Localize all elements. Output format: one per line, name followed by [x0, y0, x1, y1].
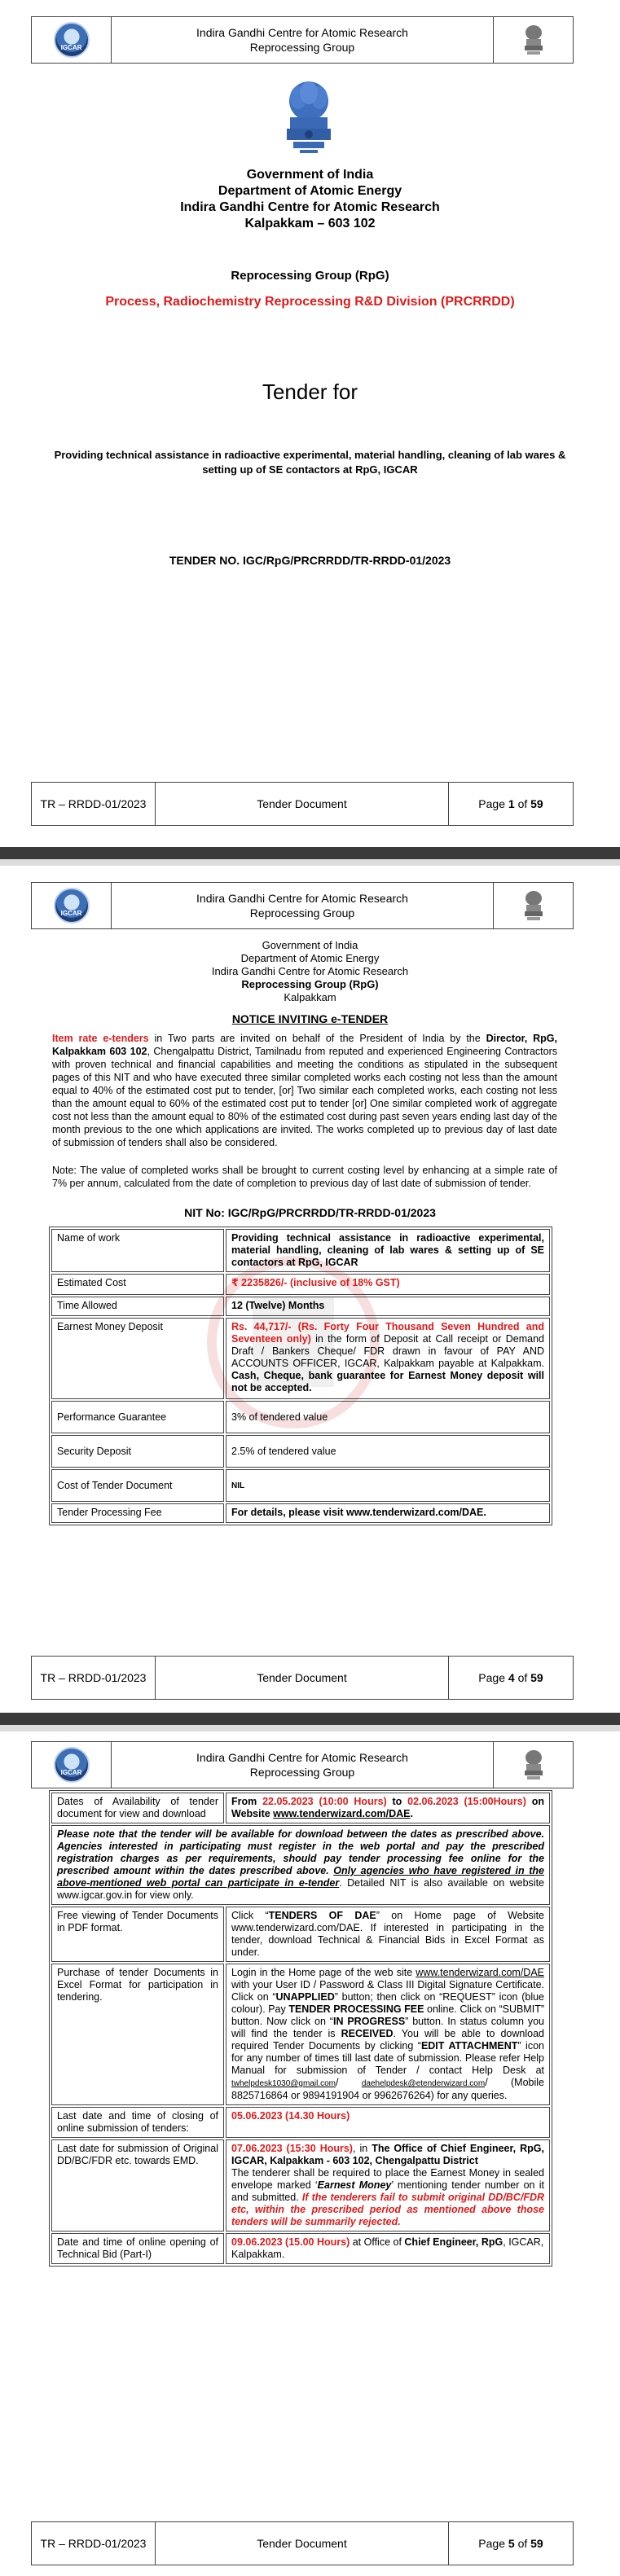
footer-page	[449, 1657, 573, 1699]
gov-line: Kalpakkam – 603 102	[244, 217, 376, 230]
header-line-2: Reprocessing Group	[249, 906, 355, 919]
tender-document-cost-label: Cost of Tender Document	[51, 1469, 224, 1502]
page-total: 59	[530, 797, 543, 810]
opening-date: 09.06.2023 (15.00 Hours)	[231, 2236, 350, 2248]
text: Login in the Home page of the web site	[231, 1967, 416, 1978]
header-line-1: Indira Gandhi Centre for Atomic Research	[196, 892, 408, 905]
start-date: 22.05.2023 (10:00 Hours)	[262, 1796, 387, 1807]
page-separator	[0, 847, 620, 866]
page-separator	[0, 1713, 620, 1731]
chief-engineer: Chief Engineer, RpG	[404, 2236, 503, 2248]
purchase-label: Purchase of tender Documents in Excel Format for participation in tendering.	[51, 1964, 224, 2105]
para-text: , Chengalpattu District, Tamilnadu from reputed and experienced Engineering Contractors with proven technical and financial capabilities and meeting the conditions as stipulated in the subsequent pages of this NIT and who have executed three similar completed works each costing not less than the amount equal to 40% of the estimated cost put to tender, [or] Two similar each completed works, each costing not less than the amount equal to 60% of the estimated cost put to tender [or] One similar completed work of aggregate cost not less than the amount equal to 80% of the estimated cost during past seven years ending last day of the month previous to the one which applications are invited. The works completed up to previous day of last date of submission of tenders shall also be considered.	[52, 1046, 557, 1148]
of-word: of	[517, 797, 528, 810]
page-header	[31, 16, 574, 64]
rejection-warning: If the tenderers fail to submit original DD/BC/FDR etc, within the prescribed period as mentioned above those tenders will be summarily rejected.	[231, 2192, 545, 2227]
estimated-cost-label: Estimated Cost	[51, 1274, 224, 1295]
national-emblem-icon	[521, 889, 546, 923]
page-4	[0, 866, 620, 1713]
end-date: 02.06.2023 (15:00Hours)	[407, 1796, 526, 1807]
performance-guarantee-value: 3% of tendered value	[226, 1401, 550, 1433]
footer-ref: TR – RRDD-01/2023	[32, 2522, 156, 2565]
igcar-logo-icon	[54, 888, 90, 924]
edit-attachment-text: EDIT ATTACHMENT	[420, 2040, 518, 2052]
nit-details-table	[49, 1227, 552, 1525]
text: From	[231, 1796, 263, 1807]
unapplied-text: UNAPPLIED	[275, 1991, 335, 2003]
schedule-table	[49, 1790, 552, 2267]
government-block	[0, 939, 620, 1004]
footer-page	[449, 2522, 573, 2565]
gov-line: Reprocessing Group (RpG)	[241, 978, 379, 990]
estimated-cost-value: ₹ 2235826/- (inclusive of 18% GST)	[226, 1274, 550, 1295]
logo-text: IGCAR	[60, 1769, 82, 1776]
text: .	[410, 1808, 413, 1819]
national-emblem-icon	[521, 1748, 546, 1782]
page-number: 4	[508, 1671, 515, 1684]
free-viewing-label: Free viewing of Tender Documents in PDF format.	[51, 1907, 224, 1962]
text: /	[336, 2077, 362, 2088]
time-allowed-value: 12 (Twelve) Months	[226, 1297, 550, 1316]
note-paragraph: Note: The value of completed works shall be brought to current costing level by enhancing at a simple rate of 7% per annum, calculated from the date of completion to previous day of last date of submission of tender.	[52, 1165, 557, 1189]
of-word: of	[517, 1671, 528, 1684]
processing-fee-value: For details, please visit www.tenderwizard.com/DAE.	[226, 1503, 550, 1523]
page-number: 5	[508, 2537, 515, 2550]
emd-submission-value	[226, 2139, 550, 2232]
bid-opening-value	[226, 2233, 550, 2264]
header-line-2: Reprocessing Group	[249, 1766, 355, 1779]
earnest-money-text: Earnest Money	[317, 2179, 392, 2191]
tenders-of-dae: TENDERS OF DAE	[268, 1910, 376, 1921]
received-text: RECEIVED	[341, 2028, 394, 2039]
page-1	[0, 0, 620, 847]
page-total: 59	[530, 2537, 543, 2550]
processing-fee-text: TENDER PROCESSING FEE	[288, 2003, 424, 2015]
security-deposit-label: Security Deposit	[51, 1435, 224, 1468]
footer-doc: Tender Document	[156, 783, 449, 825]
page-footer	[31, 1656, 574, 1700]
tender-number: TENDER NO. IGC/RpG/PRCRRDD/TR-RRDD-01/2023	[169, 554, 451, 567]
director-text: Director, RpG, Kalpakkam 603 102	[52, 1033, 557, 1057]
page-header	[31, 1741, 574, 1788]
text: ” button; then click on “REQUEST” icon (blue colour). Pay	[231, 1991, 544, 2015]
notice-title: NOTICE INVITING e-TENDER	[231, 1012, 389, 1025]
page-word: Page	[478, 1671, 505, 1684]
text: ’ mentioning tender number on it and submitted.	[231, 2179, 544, 2203]
text: to	[386, 1796, 408, 1807]
text: with your User ID / Password & Class III Digital Signature Certificate. Click on “	[231, 1979, 544, 2003]
text: ” on Home page of Website www.tenderwizard.com/DAE. If interested in participating in the tender, download Technical & Financial Bids in Excel Format as under.	[231, 1910, 545, 1958]
text: , in	[352, 2143, 372, 2154]
page-number: 1	[508, 797, 515, 810]
gov-line: Indira Gandhi Centre for Atomic Research	[180, 200, 440, 214]
logo-text: IGCAR	[60, 910, 82, 917]
igcar-logo-icon	[54, 1747, 90, 1783]
free-viewing-value	[226, 1907, 550, 1962]
header-line-2: Reprocessing Group	[249, 41, 355, 54]
page-footer	[31, 2521, 574, 2565]
availability-value	[226, 1793, 550, 1823]
text: Click “	[231, 1910, 269, 1921]
igcar-logo-icon	[54, 22, 90, 58]
in-progress-text: IN PROGRESS	[332, 2016, 406, 2027]
name-of-work-value: Providing technical assistance in radioactive experimental, material handling, cleaning of lab wares & setting up of SE contactors at RpG, IGCAR	[226, 1229, 550, 1272]
bid-opening-label: Date and time of online opening of Technical Bid (Part-I)	[51, 2233, 224, 2264]
header-line-1: Indira Gandhi Centre for Atomic Research	[196, 1751, 408, 1764]
name-of-work-label: Name of work	[51, 1229, 224, 1272]
gov-line: Government of India	[246, 168, 374, 182]
gov-line: Government of India	[262, 939, 358, 951]
text: . You will be able to download required Tender Documents by clicking “	[231, 2028, 544, 2052]
invitation-paragraph	[52, 1032, 557, 1149]
tenderwizard-link[interactable]: www.tenderwizard.com/DAE	[416, 1967, 544, 1978]
text: online. Click on “SUBMIT” button. Now click on “	[231, 2003, 544, 2027]
national-emblem-icon	[269, 77, 349, 158]
emd-value	[226, 1318, 550, 1399]
nit-number: NIT No: IGC/RpG/PRCRRDD/TR-RRDD-01/2023	[184, 1206, 436, 1219]
text: at Office of	[350, 2236, 405, 2248]
gov-line: Kalpakkam	[284, 991, 336, 1003]
availability-label: Dates of Availability of tender document for view and download	[51, 1793, 224, 1823]
of-word: of	[517, 2537, 528, 2550]
helpdesk-email-1[interactable]: twhelpdesk1030@gmail.com	[231, 2079, 336, 2088]
government-block	[0, 167, 620, 232]
page-total: 59	[530, 1671, 543, 1684]
emd-submission-label: Last date for submission of Original DD/BC/FDR etc. towards EMD.	[51, 2139, 224, 2232]
page-header	[31, 882, 574, 929]
closing-date-label: Last date and time of closing of online submission of tenders:	[51, 2107, 224, 2138]
purchase-value	[226, 1964, 550, 2105]
text: , IGCAR, Kalpakkam.	[231, 2236, 544, 2260]
closing-date-value: 05.06.2023 (14.30 Hours)	[226, 2107, 550, 2138]
header-line-1: Indira Gandhi Centre for Atomic Research	[196, 26, 408, 39]
emd-text: in the form of Deposit at Call receipt or Demand Draft / Bankers Cheque/ FDR drawn in favour of PAY AND ACCOUNTS OFFICER, IGCAR, Kalpakkam payable at Kalpakkam.	[231, 1333, 544, 1369]
item-rate-text: Item rate e-tenders	[52, 1033, 149, 1044]
footer-page	[449, 783, 573, 825]
gov-line: Department of Atomic Energy	[240, 952, 380, 964]
emd-warning: Cash, Cheque, bank guarantee for Earnest Money deposit will not be accepted.	[231, 1370, 544, 1393]
para-text: in Two parts are invited on behalf of the President of India by the	[148, 1033, 486, 1044]
footer-ref: TR – RRDD-01/2023	[32, 1657, 156, 1699]
text: The tenderer shall be required to place the Earnest Money in sealed envelope marked ‘	[231, 2167, 544, 2191]
logo-text: IGCAR	[60, 44, 82, 51]
page-footer	[31, 782, 574, 826]
gov-line: Department of Atomic Energy	[218, 184, 402, 198]
emd-amount: Rs. 44,717/- (Rs. Forty Four Thousand Seven Hundred and Seventeen only)	[231, 1321, 544, 1345]
tenderwizard-link[interactable]: www.tenderwizard.com/DAE	[273, 1808, 411, 1819]
footer-doc: Tender Document	[156, 1657, 449, 1699]
emd-label: Earnest Money Deposit	[51, 1318, 224, 1399]
processing-fee-label: Tender Processing Fee	[51, 1503, 224, 1523]
footer-doc: Tender Document	[156, 2522, 449, 2565]
text: on Website	[231, 1796, 545, 1819]
page-word: Page	[478, 2537, 505, 2550]
gov-line: Indira Gandhi Centre for Atomic Research	[211, 965, 409, 977]
helpdesk-email-2[interactable]: daehelpdesk@etenderwizard.com	[361, 2079, 486, 2088]
text: ” icon for any number of times till last date of submission. Please refer Help Manual for submission of Tender / contact Help Desk at	[231, 2040, 544, 2076]
page-word: Page	[478, 797, 505, 810]
chief-engineer-office: The Office of Chief Engineer, RpG, IGCAR, Kalpakkam - 603 102, Chengalpattu District	[231, 2143, 545, 2166]
national-emblem-icon	[521, 23, 546, 57]
security-deposit-value: 2.5% of tendered value	[226, 1435, 550, 1468]
text: / (Mobile 8825716864 or 9894191904 or 9962676264) for any queries.	[231, 2077, 544, 2101]
footer-ref: TR – RRDD-01/2023	[32, 783, 156, 825]
time-allowed-label: Time Allowed	[51, 1297, 224, 1316]
division-title: Process, Radiochemistry Reprocessing R&D Division (PRCRRDD)	[105, 295, 515, 309]
emd-date: 07.06.2023 (15:30 Hours)	[231, 2143, 353, 2154]
registration-note	[51, 1825, 550, 1905]
tender-for-heading: Tender for	[262, 380, 358, 404]
note-underlined: Only agencies who have registered in the above-mentioned web portal can participate in e-tender	[57, 1865, 544, 1889]
performance-guarantee-label: Performance Guarantee	[51, 1401, 224, 1433]
group-title: Reprocessing Group (RpG)	[231, 269, 389, 283]
text: ” button. In status column you will find the tender is	[231, 2016, 545, 2039]
work-description: Providing technical assistance in radioactive experimental, material handling, cleaning of lab wares & setting up of SE contactors at RpG, IGCAR	[54, 449, 566, 476]
tender-document-cost-value: NIL	[226, 1469, 550, 1502]
note-tail: . Detailed NIT is also available on website www.igcar.gov.in for view only.	[57, 1877, 544, 1901]
page-5	[0, 1731, 620, 2576]
note-text: Please note that the tender will be available for download between the dates as prescribed above. Agencies interested in participating must register in the web portal and pay the prescribed registration charges as per requirements, should pay tender processing fee online for the prescribed amount within the dates prescribed above.	[57, 1828, 544, 1876]
